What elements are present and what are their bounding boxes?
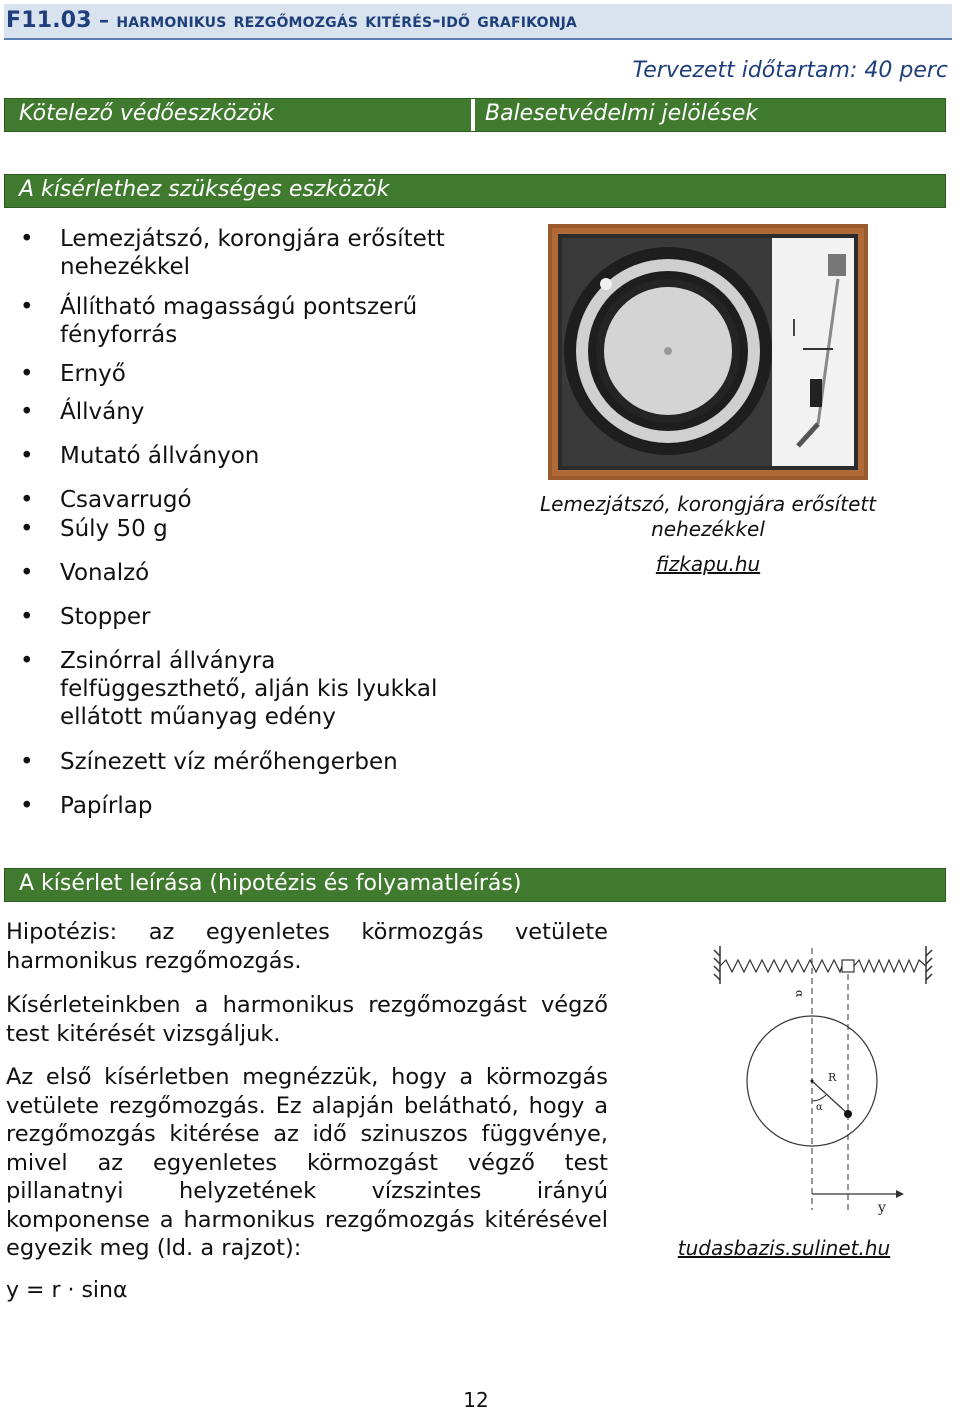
bullet: • [20, 361, 34, 387]
turntable-photo [548, 224, 868, 480]
bullet: • [20, 443, 34, 469]
bullet: • [20, 793, 34, 819]
formula: y = r · sinα [6, 1278, 128, 1303]
description-paragraph: Kísérleteinkben a harmonikus rezgőmozgást végző test kitérését vizsgáljuk. [6, 992, 608, 1047]
mandatory-equipment-label: Kötelező védőeszközök [19, 101, 275, 126]
bullet: • [20, 516, 34, 542]
tools-heading-bar [4, 174, 946, 208]
planned-duration: Tervezett időtartam: 40 perc [632, 58, 948, 83]
experiment-code: F11.03 [6, 8, 92, 33]
circular-motion-diagram [712, 938, 934, 1220]
description-heading-bar [4, 868, 946, 902]
angle-label: α [816, 1102, 823, 1113]
safety-markings-label: Balesetvédelmi jelölések [485, 101, 759, 126]
page-number: 12 [463, 1388, 489, 1412]
title-text: harmonikus rezgőmozgás kitérés-idő grafikonja [116, 8, 578, 32]
safety-bar-divider [471, 99, 475, 131]
axis-y-label: y [878, 1200, 886, 1216]
bullet: • [20, 399, 34, 425]
photo-source-link[interactable]: fizkapu.hu [655, 552, 761, 576]
bullet: • [20, 294, 34, 320]
bullet: • [20, 226, 34, 252]
page-title [6, 8, 577, 33]
bullet: • [20, 749, 34, 775]
description-heading: A kísérlet leírása (hipotézis és folyamatleírás) [19, 871, 522, 896]
description-paragraph: Az első kísérletben megnézzük, hogy a körmozgás vetülete rezgőmozgás. Ez alapján belátható, hogy a rezgőmozgás kitérése az idő szinuszos függvénye, mivel az egyenletes körmozgást végző test pillanatnyi helyzetének vízszintes irányú komponense a harmonikus rezgőmozgás kitérésével egyezik meg (ld. a rajzot): [6, 1064, 608, 1261]
photo-caption: Lemezjátszó, korongjára erősített nehezékkel [539, 492, 877, 541]
bullet: • [20, 648, 34, 674]
diagram-source-link[interactable]: tudasbazis.sulinet.hu [677, 1236, 891, 1260]
safety-bar [4, 98, 946, 132]
hypothesis-paragraph: Hipotézis: az egyenletes körmozgás vetülete harmonikus rezgőmozgás. [6, 919, 608, 974]
bullet: • [20, 604, 34, 630]
radius-label: R [828, 1071, 837, 1084]
title-dash: – [91, 8, 117, 32]
bullet: • [20, 487, 34, 513]
tools-heading: A kísérlethez szükséges eszközök [19, 177, 390, 202]
bullet: • [20, 560, 34, 586]
top-angle-label: α [793, 990, 806, 998]
